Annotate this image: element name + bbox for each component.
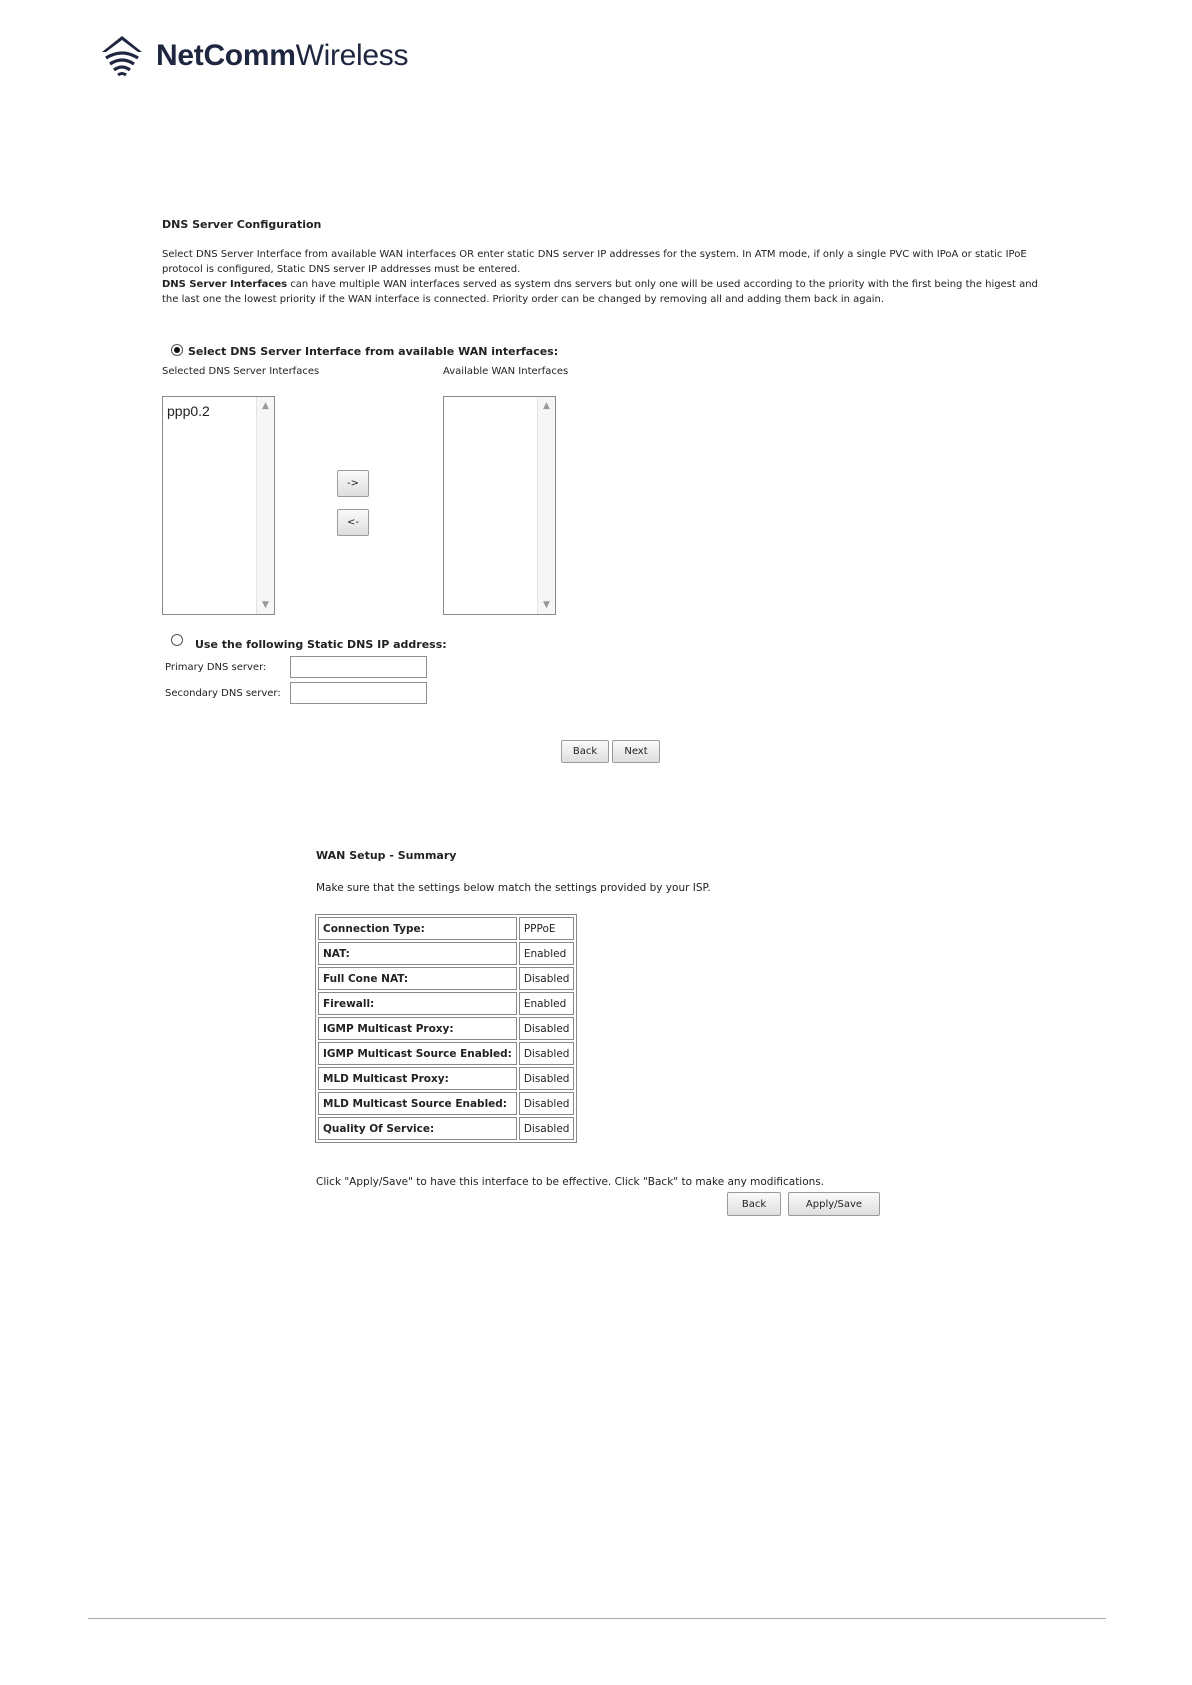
scroll-up-icon[interactable]: ▲ xyxy=(543,401,550,411)
apply-save-button[interactable]: Apply/Save xyxy=(788,1192,880,1216)
table-row xyxy=(318,1092,574,1115)
wifi-logo-icon xyxy=(96,34,148,78)
summary-back-button[interactable]: Back xyxy=(727,1192,781,1216)
summary-label: NAT: xyxy=(318,942,517,965)
table-row xyxy=(318,967,574,990)
available-interfaces-header: Available WAN Interfaces xyxy=(443,366,569,377)
summary-value: Disabled xyxy=(519,1042,575,1065)
scroll-up-icon[interactable]: ▲ xyxy=(262,401,269,411)
selected-interfaces-header: Selected DNS Server Interfaces xyxy=(162,366,320,377)
summary-table xyxy=(315,914,577,1143)
interface-option-radio[interactable] xyxy=(171,344,183,356)
primary-dns-label: Primary DNS server: xyxy=(165,662,267,673)
summary-title: WAN Setup - Summary xyxy=(316,849,457,862)
table-row xyxy=(318,942,574,965)
table-row xyxy=(318,1042,574,1065)
summary-value: Enabled xyxy=(519,942,575,965)
summary-label: IGMP Multicast Source Enabled: xyxy=(318,1042,517,1065)
static-dns-option-radio[interactable] xyxy=(171,634,183,646)
scroll-down-icon[interactable]: ▼ xyxy=(262,600,269,610)
secondary-dns-label: Secondary DNS server: xyxy=(165,688,281,699)
dns-config-title: DNS Server Configuration xyxy=(162,218,322,231)
summary-value: Disabled xyxy=(519,967,575,990)
next-button[interactable]: Next xyxy=(612,740,660,763)
summary-label: MLD Multicast Source Enabled: xyxy=(318,1092,517,1115)
summary-value: PPPoE xyxy=(519,917,575,940)
summary-intro: Make sure that the settings below match the settings provided by your ISP. xyxy=(316,882,711,894)
table-row xyxy=(318,992,574,1015)
summary-value: Disabled xyxy=(519,1017,575,1040)
list-item[interactable]: ppp0.2 xyxy=(167,403,210,419)
summary-value: Disabled xyxy=(519,1067,575,1090)
back-button[interactable]: Back xyxy=(561,740,609,763)
summary-label: Firewall: xyxy=(318,992,517,1015)
secondary-dns-input[interactable] xyxy=(290,682,427,704)
primary-dns-input[interactable] xyxy=(290,656,427,678)
brand-name: NetCommWireless xyxy=(156,39,409,72)
scroll-down-icon[interactable]: ▼ xyxy=(543,600,550,610)
table-row xyxy=(318,1017,574,1040)
remove-interface-button[interactable]: <- xyxy=(337,509,369,536)
footer-divider xyxy=(88,1618,1106,1619)
scrollbar[interactable] xyxy=(537,397,555,614)
summary-label: Quality Of Service: xyxy=(318,1117,517,1140)
add-interface-button[interactable]: -> xyxy=(337,470,369,497)
selected-interfaces-list[interactable] xyxy=(162,396,275,615)
table-row xyxy=(318,917,574,940)
netcomm-logo xyxy=(96,32,408,80)
summary-note: Click "Apply/Save" to have this interface to be effective. Click "Back" to make any modifications. xyxy=(316,1176,825,1188)
dns-config-description: Select DNS Server Interface from available WAN interfaces OR enter static DNS server IP addresses for the system. In ATM mode, if only a single PVC with IPoA or static IPoE protocol is configured, Static DNS server IP addresses must be entered. DNS Server Interfaces can have multiple WAN interfaces served as system dns servers but only one will be used according to the priority with the first being the higest and the last one the lowest priority if the WAN interface is connected. Priority order can be changed by removing all and adding them back in again. xyxy=(162,249,1038,305)
table-row xyxy=(318,1067,574,1090)
available-interfaces-list[interactable] xyxy=(443,396,556,615)
scrollbar[interactable] xyxy=(256,397,274,614)
summary-value: Enabled xyxy=(519,992,575,1015)
interface-option-label: Select DNS Server Interface from available WAN interfaces: xyxy=(188,345,559,358)
summary-label: Full Cone NAT: xyxy=(318,967,517,990)
static-dns-option-label: Use the following Static DNS IP address: xyxy=(195,638,447,651)
summary-label: Connection Type: xyxy=(318,917,517,940)
summary-label: MLD Multicast Proxy: xyxy=(318,1067,517,1090)
summary-value: Disabled xyxy=(519,1117,575,1140)
table-row xyxy=(318,1117,574,1140)
summary-label: IGMP Multicast Proxy: xyxy=(318,1017,517,1040)
summary-value: Disabled xyxy=(519,1092,575,1115)
